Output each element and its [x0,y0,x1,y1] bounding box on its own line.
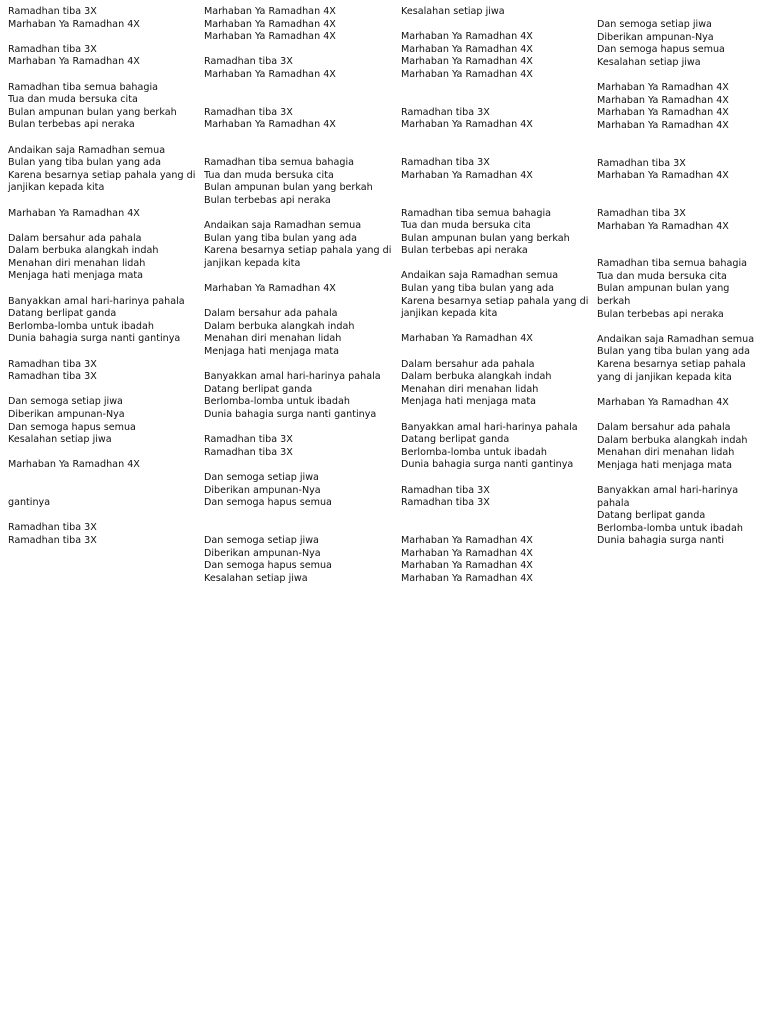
lyric-line: Marhaban Ya Ramadhan 4X [597,119,729,131]
lyric-line: Kesalahan setiap jiwa [8,434,112,446]
lyric-line: Banyakkan amal hari-harinya pahala [204,371,381,383]
lyric-stanza [597,422,765,472]
lyric-line: Dalam bersahur ada pahala [204,308,338,320]
lyric-line: Andaikan saja Ramadhan semua [204,220,362,232]
lyric-line: Marhaban Ya Ramadhan 4X [401,31,533,43]
lyric-stanza [204,371,394,421]
lyric-line: Dan semoga hapus semua [204,497,332,509]
lyric-stanza [204,434,394,459]
lyric-line: Berlomba-lomba untuk ibadah [597,522,743,534]
lyrics-column-1 [8,6,198,560]
lyric-line: Karena besarnya setiap pahala yang di janjikan kepada kita [8,169,196,194]
lyric-line: Marhaban Ya Ramadhan 4X [8,56,140,68]
lyric-line: Bulan ampunan bulan yang berkah [401,232,570,244]
lyric-stanza [597,258,765,321]
lyric-line: Marhaban Ya Ramadhan 4X [401,68,533,80]
lyric-stanza [597,19,765,69]
lyric-line: Andaikan saja Ramadhan semua [8,144,166,156]
lyric-stanza [401,333,591,346]
lyric-line: Menahan diri menahan lidah [597,447,735,459]
lyric-line: Menjaga hati menjaga mata [8,270,144,282]
lyric-stanza [8,296,198,346]
lyric-line: Ramadhan tiba 3X [597,207,686,219]
lyric-line: Ramadhan tiba semua bahagia [401,207,552,219]
lyric-line: Dunia bahagia surga nanti gantinya [401,459,574,471]
lyric-stanza [204,56,394,81]
lyric-line: Marhaban Ya Ramadhan 4X [8,207,140,219]
lyric-line: Dalam berbuka alangkah indah [401,371,552,383]
lyric-line: Diberikan ampunan-Nya [8,409,125,420]
lyric-line: Diberikan ampunan-Nya [204,484,321,496]
lyric-stanza [401,6,591,19]
lyric-line: Berlomba-lomba untuk ibadah [401,446,547,458]
lyric-stanza [8,497,198,510]
lyric-line: Ramadhan tiba semua bahagia [204,157,355,169]
lyric-line: Ramadhan tiba 3X [597,157,686,169]
lyric-line: Marhaban Ya Ramadhan 4X [401,534,533,546]
lyric-stanza [401,208,591,258]
lyric-line: Dan semoga hapus semua [597,44,725,56]
lyric-line: Ramadhan tiba 3X [8,522,97,534]
lyric-stanza [204,308,394,358]
lyric-line: Menahan diri menahan lidah [204,333,342,345]
lyric-line: Ramadhan tiba 3X [204,434,293,446]
lyric-stanza [204,220,394,270]
lyric-stanza [401,157,591,182]
lyric-stanza [401,270,591,320]
lyric-line: Banyakkan amal hari-harinya pahala [597,484,739,509]
lyric-line: Kesalahan setiap jiwa [597,56,701,68]
lyric-stanza [204,107,394,132]
lyric-line: Andaikan saja Ramadhan semua [597,333,755,345]
lyric-line: Datang berlipat ganda [8,308,117,320]
lyric-stanza [8,359,198,384]
lyric-line: Bulan ampunan bulan yang berkah [597,283,730,308]
lyric-line: Tua dan muda bersuka cita [597,270,727,282]
lyric-line: Banyakkan amal hari-harinya pahala [8,295,185,307]
lyric-stanza [401,359,591,409]
lyric-line: Marhaban Ya Ramadhan 4X [597,81,729,93]
lyric-line: Dalam berbuka alangkah indah [597,434,748,446]
lyric-stanza [401,107,591,132]
lyric-line: Bulan yang tiba bulan yang ada [401,283,555,295]
lyric-line: Marhaban Ya Ramadhan 4X [401,119,533,131]
lyric-line: Marhaban Ya Ramadhan 4X [401,43,533,55]
lyric-line: Ramadhan tiba 3X [8,43,97,55]
lyric-stanza [8,145,198,195]
lyric-line: Tua dan muda bersuka cita [8,94,138,106]
lyric-line: Ramadhan tiba 3X [204,106,293,118]
lyric-line: Marhaban Ya Ramadhan 4X [401,56,533,68]
lyric-line: Bulan terbebas api neraka [204,194,331,206]
lyric-line: Kesalahan setiap jiwa [401,6,505,17]
lyric-line: Ramadhan tiba 3X [401,157,490,169]
lyric-line: Dan semoga hapus semua [204,560,332,572]
lyric-line: Marhaban Ya Ramadhan 4X [8,459,140,471]
lyric-stanza [8,82,198,132]
lyric-stanza [597,485,765,548]
lyric-line: Ramadhan tiba 3X [204,56,293,68]
lyric-line: Marhaban Ya Ramadhan 4X [204,119,336,131]
lyric-line: Ramadhan tiba 3X [8,371,97,383]
lyrics-column-4 [597,19,765,561]
lyric-line: Dalam bersahur ada pahala [597,422,731,433]
lyric-stanza [597,208,765,233]
lyric-line: Marhaban Ya Ramadhan 4X [597,396,729,408]
lyric-line: Bulan yang tiba bulan yang ada [597,346,751,358]
lyric-stanza [401,422,591,472]
lyric-stanza [597,397,765,410]
lyric-line: Bulan ampunan bulan yang berkah [8,106,177,118]
lyric-line: Kesalahan setiap jiwa [204,572,308,584]
lyric-line: Marhaban Ya Ramadhan 4X [204,31,336,43]
lyric-line: Dan semoga setiap jiwa [204,471,319,483]
lyric-line: Tua dan muda bersuka cita [401,220,531,232]
lyric-line: Ramadhan tiba 3X [401,497,490,509]
lyric-line: Datang berlipat ganda [597,510,706,522]
lyric-line: Menahan diri menahan lidah [8,257,146,269]
lyric-stanza [8,6,198,31]
lyric-line: gantinya [8,497,51,509]
lyric-line: Datang berlipat ganda [401,434,510,446]
lyric-line: Marhaban Ya Ramadhan 4X [204,283,336,295]
lyric-line: Ramadhan tiba 3X [8,6,97,17]
lyrics-column-3 [401,6,591,598]
lyric-stanza [204,157,394,207]
lyric-line: Ramadhan tiba 3X [8,534,97,546]
lyric-line: Marhaban Ya Ramadhan 4X [401,169,533,181]
lyric-line: Marhaban Ya Ramadhan 4X [204,68,336,80]
lyric-line: Andaikan saja Ramadhan semua [401,270,559,282]
lyric-line: Datang berlipat ganda [204,383,313,395]
lyric-line: Berlomba-lomba untuk ibadah [204,396,350,408]
lyric-line: Karena besarnya setiap pahala yang di janjikan kepada kita [204,245,392,269]
lyric-line: Marhaban Ya Ramadhan 4X [204,18,336,30]
lyric-line: Diberikan ampunan-Nya [204,547,321,559]
lyric-line: Berlomba-lomba untuk ibadah [8,320,154,332]
lyric-stanza [204,472,394,510]
lyric-line: Karena besarnya setiap pahala yang di janjikan kepada kita [597,359,746,383]
lyric-stanza [401,31,591,81]
lyric-line: Dunia bahagia surga nanti gantinya [204,409,377,420]
lyric-line: Marhaban Ya Ramadhan 4X [401,333,533,345]
lyric-stanza [401,485,591,510]
lyric-line: Ramadhan tiba 3X [401,106,490,118]
lyric-line: Karena besarnya setiap pahala yang di janjikan kepada kita [401,295,589,320]
lyric-line: Bulan terbebas api neraka [8,119,135,131]
lyric-line: Dan semoga setiap jiwa [204,534,319,546]
lyric-line: Tua dan muda bersuka cita [204,169,334,181]
lyric-line: Menahan diri menahan lidah [401,383,539,395]
lyric-line: Dalam bersahur ada pahala [8,232,142,244]
lyric-line: Ramadhan tiba semua bahagia [8,81,159,93]
lyric-line: Dalam bersahur ada pahala [401,358,535,370]
lyric-line: Bulan terbebas api neraka [401,245,528,257]
lyric-line: Dalam berbuka alangkah indah [204,320,355,332]
lyric-stanza [597,82,765,132]
lyric-stanza [597,158,765,183]
lyrics-column-2 [204,6,394,598]
lyric-stanza [8,233,198,283]
lyric-line: Menjaga hati menjaga mata [204,346,340,358]
lyric-line: Bulan ampunan bulan yang berkah [204,182,373,194]
lyric-line: Bulan yang tiba bulan yang ada [8,157,162,169]
lyric-stanza [8,44,198,69]
lyric-line: Ramadhan tiba 3X [8,358,97,370]
lyric-stanza [204,6,394,44]
lyric-line: Dalam berbuka alangkah indah [8,245,159,257]
lyric-line: Marhaban Ya Ramadhan 4X [597,170,729,182]
lyric-line: Ramadhan tiba 3X [204,446,293,458]
lyric-line: Menjaga hati menjaga mata [597,459,733,471]
lyric-line: Diberikan ampunan-Nya [597,31,714,43]
lyric-line: Bulan terbebas api neraka [597,308,724,320]
lyric-stanza [8,208,198,221]
lyric-line: Bulan yang tiba bulan yang ada [204,232,358,244]
lyric-stanza [204,283,394,296]
lyric-stanza [597,334,765,384]
lyric-line: Menjaga hati menjaga mata [401,396,537,408]
lyric-line: Marhaban Ya Ramadhan 4X [597,220,729,232]
lyric-line: Marhaban Ya Ramadhan 4X [204,6,336,17]
lyric-stanza [401,535,591,585]
lyric-line: Dan semoga hapus semua [8,421,136,433]
lyric-line: Dan semoga setiap jiwa [597,19,712,30]
lyric-stanza [8,459,198,472]
lyric-line: Marhaban Ya Ramadhan 4X [401,572,533,584]
lyric-line: Marhaban Ya Ramadhan 4X [597,94,729,106]
lyric-line: Banyakkan amal hari-harinya pahala [401,421,578,433]
lyric-line: Dunia bahagia surga nanti [597,535,725,547]
lyric-line: Marhaban Ya Ramadhan 4X [401,560,533,572]
lyric-stanza [8,522,198,547]
lyric-line: Marhaban Ya Ramadhan 4X [401,547,533,559]
lyric-line: Marhaban Ya Ramadhan 4X [8,18,140,30]
lyric-line: Dan semoga setiap jiwa [8,396,123,408]
lyric-line: Dunia bahagia surga nanti gantinya [8,333,181,345]
lyric-line: Marhaban Ya Ramadhan 4X [597,107,729,119]
lyric-line: Ramadhan tiba 3X [401,484,490,496]
lyric-line: Ramadhan tiba semua bahagia [597,258,748,270]
lyric-stanza [204,535,394,585]
lyric-stanza [8,396,198,446]
